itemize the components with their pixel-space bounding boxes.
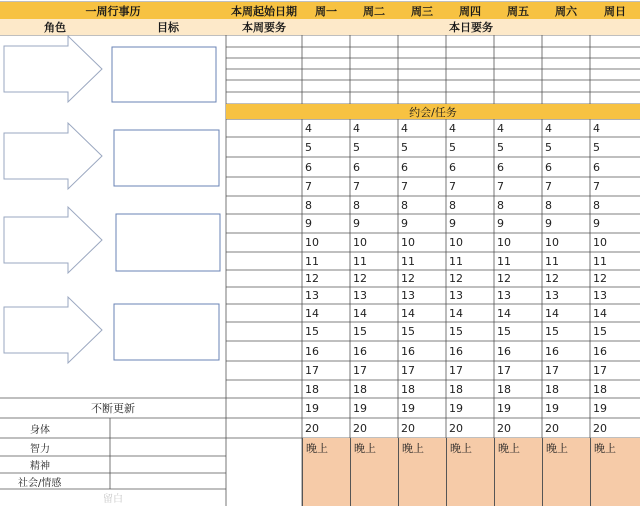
hour-cell: 19 xyxy=(593,401,607,415)
goal-box-4 xyxy=(114,304,219,360)
hour-cell: 14 xyxy=(497,306,511,320)
hour-cell: 14 xyxy=(353,306,367,320)
hour-cell: 17 xyxy=(449,364,463,377)
hour-cell: 4 xyxy=(401,121,408,135)
hour-cell: 19 xyxy=(353,401,367,415)
hour-cell: 20 xyxy=(545,421,559,435)
hour-cell: 10 xyxy=(545,236,559,249)
hour-cell: 7 xyxy=(401,180,408,193)
role-arrow-1 xyxy=(4,36,102,102)
hour-cell: 11 xyxy=(401,254,415,268)
hour-cell: 13 xyxy=(497,289,511,302)
hour-cell: 5 xyxy=(401,140,408,154)
hour-cell: 20 xyxy=(305,421,319,435)
hour-cell: 4 xyxy=(497,121,504,135)
hour-cell: 12 xyxy=(353,272,367,285)
renewal-social-label: 社会/情感 xyxy=(18,477,62,489)
hour-cell: 7 xyxy=(449,180,456,193)
hour-cell: 17 xyxy=(305,364,319,377)
hour-cell: 5 xyxy=(545,140,552,154)
hour-cell: 13 xyxy=(305,289,319,302)
renewal-mind-label: 智力 xyxy=(30,443,50,455)
hour-cell: 18 xyxy=(545,382,559,396)
hour-cell: 12 xyxy=(593,272,607,285)
hour-cell: 9 xyxy=(449,217,456,230)
hour-cell: 19 xyxy=(545,401,559,415)
hour-cell: 12 xyxy=(401,272,415,285)
hour-cell: 12 xyxy=(305,272,319,285)
hour-cell: 7 xyxy=(305,180,312,193)
week-start-label: 本周起始日期 xyxy=(226,2,302,19)
hour-cell: 16 xyxy=(449,344,463,358)
hour-cell: 6 xyxy=(449,160,456,174)
day-header-fri: 周五 xyxy=(494,2,542,19)
hour-cell: 14 xyxy=(401,306,415,320)
evening-cell: 晚上 xyxy=(446,438,494,506)
hour-cell: 14 xyxy=(449,306,463,320)
day-header-sun: 周日 xyxy=(590,2,640,19)
evening-cell: 晚上 xyxy=(494,438,542,506)
hour-cell: 9 xyxy=(593,217,600,230)
evening-cell: 晚上 xyxy=(542,438,590,506)
evening-cell: 晚上 xyxy=(350,438,398,506)
hour-cell: 8 xyxy=(353,198,360,212)
hour-cell: 12 xyxy=(545,272,559,285)
hour-cell: 11 xyxy=(545,254,559,268)
hour-cell: 18 xyxy=(353,382,367,396)
hour-cell: 12 xyxy=(497,272,511,285)
hour-cell: 16 xyxy=(305,344,319,358)
hour-cell: 4 xyxy=(353,121,360,135)
hour-cell: 20 xyxy=(449,421,463,435)
hour-cell: 17 xyxy=(497,364,511,377)
hour-cell: 8 xyxy=(449,198,456,212)
hour-cell: 10 xyxy=(449,236,463,249)
hour-cell: 7 xyxy=(353,180,360,193)
hour-cell: 6 xyxy=(593,160,600,174)
hour-cell: 8 xyxy=(545,198,552,212)
hour-cell: 18 xyxy=(305,382,319,396)
hour-cell: 13 xyxy=(353,289,367,302)
hour-cell: 16 xyxy=(545,344,559,358)
hour-cell: 6 xyxy=(497,160,504,174)
hour-cell: 6 xyxy=(545,160,552,174)
hour-cell: 9 xyxy=(353,217,360,230)
hour-cell: 9 xyxy=(305,217,312,230)
hour-cell: 19 xyxy=(305,401,319,415)
hour-cell: 17 xyxy=(593,364,607,377)
hour-cell: 11 xyxy=(305,254,319,268)
hour-cell: 19 xyxy=(449,401,463,415)
hour-cell: 5 xyxy=(305,140,312,154)
hour-cell: 8 xyxy=(497,198,504,212)
hour-cell: 18 xyxy=(593,382,607,396)
hour-cell: 7 xyxy=(545,180,552,193)
hour-cell: 8 xyxy=(401,198,408,212)
hour-cell: 6 xyxy=(353,160,360,174)
day-header-sat: 周六 xyxy=(542,2,590,19)
hour-cell: 4 xyxy=(593,121,600,135)
hour-cell: 17 xyxy=(353,364,367,377)
hour-cell: 11 xyxy=(449,254,463,268)
hour-cell: 14 xyxy=(305,306,319,320)
goal-header: 目标 xyxy=(110,19,226,35)
role-arrow-3 xyxy=(4,207,102,273)
hour-cell: 17 xyxy=(545,364,559,377)
hour-cell: 20 xyxy=(401,421,415,435)
day-header-wed: 周三 xyxy=(398,2,446,19)
renewal-body-label: 身体 xyxy=(30,424,50,436)
hour-cell: 19 xyxy=(497,401,511,415)
role-arrow-2 xyxy=(4,123,102,189)
hour-cell: 5 xyxy=(449,140,456,154)
hour-cell: 4 xyxy=(449,121,456,135)
daily-priorities-header: 本日要务 xyxy=(302,19,640,35)
hour-cell: 16 xyxy=(593,344,607,358)
hour-cell: 4 xyxy=(305,121,312,135)
hour-cell: 15 xyxy=(401,325,415,338)
hour-cell: 11 xyxy=(497,254,511,268)
hour-cell: 19 xyxy=(401,401,415,415)
hour-cell: 8 xyxy=(593,198,600,212)
hour-cell: 14 xyxy=(593,306,607,320)
hour-cell: 10 xyxy=(497,236,511,249)
hour-cell: 20 xyxy=(497,421,511,435)
goal-box-3 xyxy=(116,214,220,271)
hour-cell: 14 xyxy=(545,306,559,320)
hour-cell: 17 xyxy=(401,364,415,377)
renewal-spirit-label: 精神 xyxy=(30,461,50,472)
goal-box-1 xyxy=(112,47,216,102)
hour-cell: 13 xyxy=(449,289,463,302)
renewal-title: 不断更新 xyxy=(91,402,135,415)
footer-label: 留白 xyxy=(103,494,123,505)
evening-cell: 晚上 xyxy=(590,438,640,506)
hour-cell: 4 xyxy=(545,121,552,135)
day-header-mon: 周一 xyxy=(302,2,350,19)
goal-box-2 xyxy=(114,130,219,186)
hour-cell: 15 xyxy=(497,325,511,338)
hour-cell: 13 xyxy=(401,289,415,302)
hour-cell: 6 xyxy=(305,160,312,174)
role-arrow-4 xyxy=(4,297,102,363)
hour-cell: 8 xyxy=(305,198,312,212)
hour-cell: 15 xyxy=(593,325,607,338)
appointments-header: 约会/任务 xyxy=(226,104,640,119)
hour-cell: 5 xyxy=(593,140,600,154)
sheet-title: 一周行事历 xyxy=(0,2,226,19)
hour-cell: 5 xyxy=(497,140,504,154)
hour-cell: 5 xyxy=(353,140,360,154)
weekly-priorities-header: 本周要务 xyxy=(226,19,302,35)
day-header-tue: 周二 xyxy=(350,2,398,19)
hour-cell: 12 xyxy=(449,272,463,285)
hour-cell: 10 xyxy=(593,236,607,249)
hour-cell: 15 xyxy=(449,325,463,338)
hour-cell: 20 xyxy=(593,421,607,435)
hour-cell: 9 xyxy=(497,217,504,230)
hour-cell: 7 xyxy=(497,180,504,193)
hour-cell: 15 xyxy=(353,325,367,338)
hour-cell: 11 xyxy=(353,254,367,268)
hour-cell: 13 xyxy=(593,289,607,302)
hour-cell: 9 xyxy=(545,217,552,230)
hour-cell: 18 xyxy=(449,382,463,396)
hour-cell: 9 xyxy=(401,217,408,230)
hour-cell: 18 xyxy=(497,382,511,396)
hour-cell: 10 xyxy=(401,236,415,249)
hour-cell: 10 xyxy=(305,236,319,249)
role-header: 角色 xyxy=(0,19,110,35)
day-header-thu: 周四 xyxy=(446,2,494,19)
hour-cell: 20 xyxy=(353,421,367,435)
hour-cell: 10 xyxy=(353,236,367,249)
hour-cell: 16 xyxy=(401,344,415,358)
hour-cell: 15 xyxy=(305,325,319,338)
evening-cell: 晚上 xyxy=(302,438,350,506)
hour-cell: 16 xyxy=(497,344,511,358)
hour-cell: 6 xyxy=(401,160,408,174)
hour-cell: 7 xyxy=(593,180,600,193)
evening-cell: 晚上 xyxy=(398,438,446,506)
hour-cell: 15 xyxy=(545,325,559,338)
hour-cell: 13 xyxy=(545,289,559,302)
hour-cell: 11 xyxy=(593,254,607,268)
hour-cell: 16 xyxy=(353,344,367,358)
hour-cell: 18 xyxy=(401,382,415,396)
